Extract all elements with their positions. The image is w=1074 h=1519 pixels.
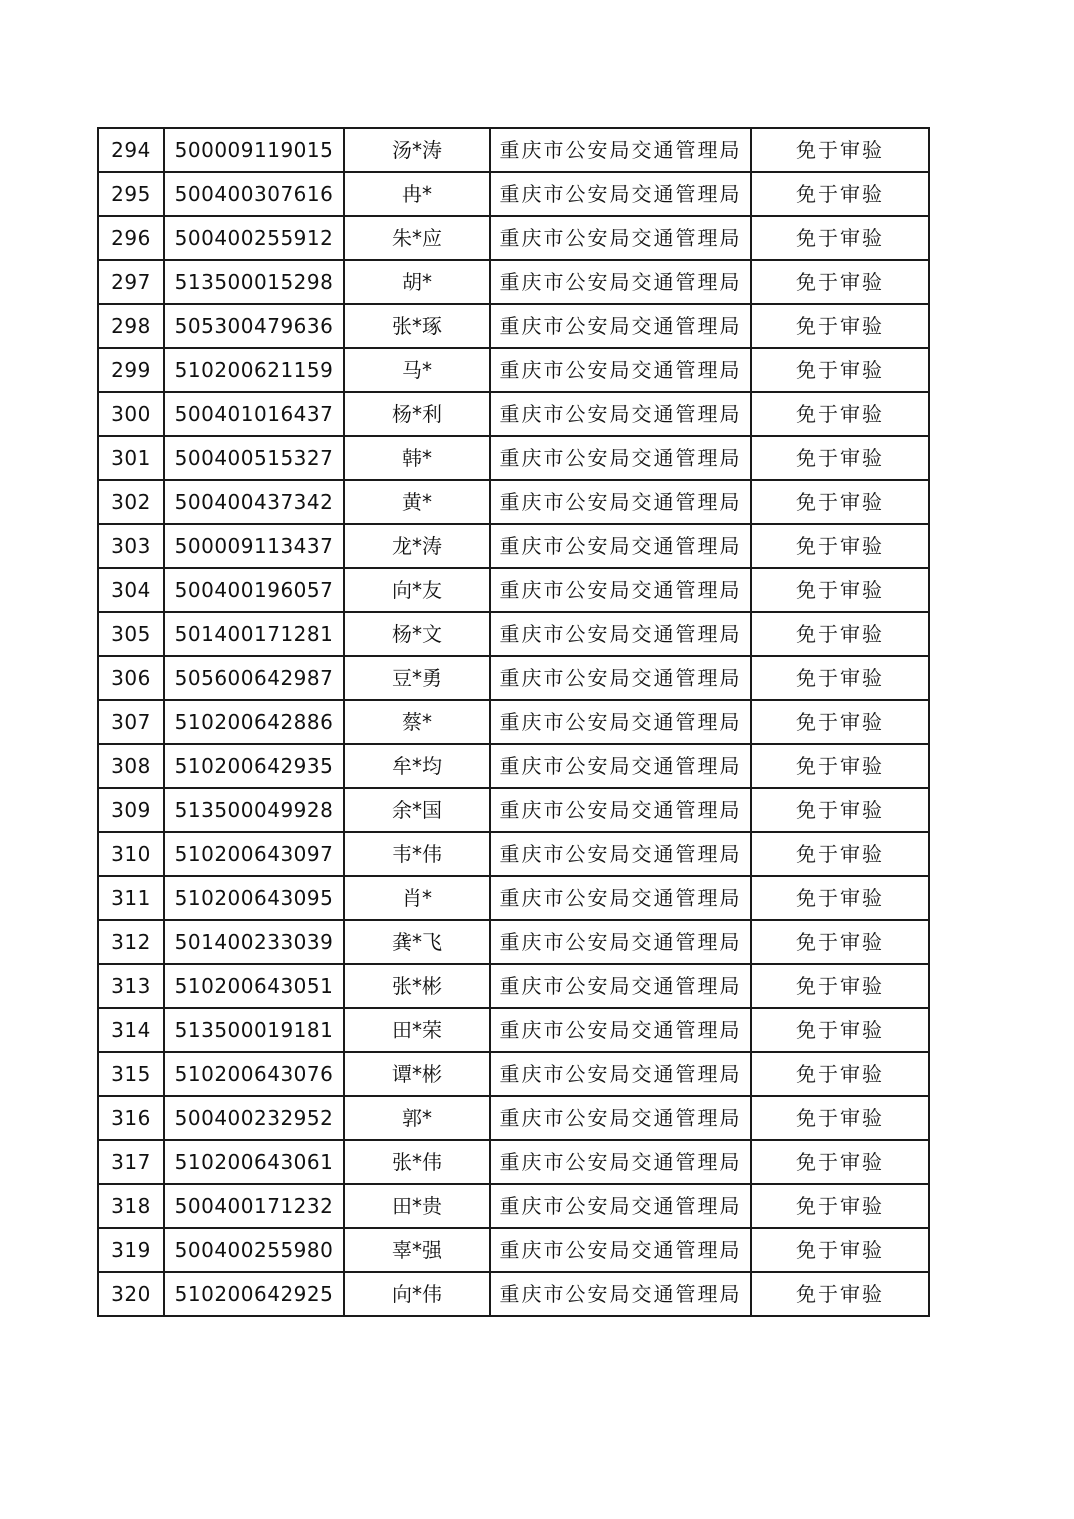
row-number-cell: 316 [98,1096,164,1140]
issuing-authority-cell: 重庆市公安局交通管理局 [490,524,751,568]
table-row [98,1272,929,1316]
review-status-cell: 免于审验 [751,568,929,612]
table-row [98,920,929,964]
review-status-cell: 免于审验 [751,964,929,1008]
issuing-authority-cell: 重庆市公安局交通管理局 [490,1184,751,1228]
issuing-authority-cell: 重庆市公安局交通管理局 [490,480,751,524]
table-row [98,876,929,920]
issuing-authority-cell: 重庆市公安局交通管理局 [490,1008,751,1052]
issuing-authority-cell: 重庆市公安局交通管理局 [490,1140,751,1184]
person-name-cell: 蔡* [344,700,490,744]
license-number-cell: 510200643095 [164,876,344,920]
person-name-cell: 张*彬 [344,964,490,1008]
license-number-cell: 500400255980 [164,1228,344,1272]
table-row [98,260,929,304]
issuing-authority-cell: 重庆市公安局交通管理局 [490,436,751,480]
review-status-cell: 免于审验 [751,480,929,524]
row-number-cell: 319 [98,1228,164,1272]
review-status-cell: 免于审验 [751,348,929,392]
license-number-cell: 513500049928 [164,788,344,832]
row-number-cell: 306 [98,656,164,700]
review-status-cell: 免于审验 [751,1096,929,1140]
license-number-cell: 500400171232 [164,1184,344,1228]
license-number-cell: 513500015298 [164,260,344,304]
issuing-authority-cell: 重庆市公安局交通管理局 [490,700,751,744]
license-number-cell: 510200621159 [164,348,344,392]
row-number-cell: 297 [98,260,164,304]
table-row [98,172,929,216]
review-status-cell: 免于审验 [751,612,929,656]
row-number-cell: 310 [98,832,164,876]
person-name-cell: 杨*利 [344,392,490,436]
person-name-cell: 胡* [344,260,490,304]
review-status-cell: 免于审验 [751,436,929,480]
person-name-cell: 韦*伟 [344,832,490,876]
license-number-cell: 510200643051 [164,964,344,1008]
person-name-cell: 郭* [344,1096,490,1140]
table-row [98,700,929,744]
issuing-authority-cell: 重庆市公安局交通管理局 [490,876,751,920]
person-name-cell: 牟*均 [344,744,490,788]
review-status-cell: 免于审验 [751,1228,929,1272]
issuing-authority-cell: 重庆市公安局交通管理局 [490,612,751,656]
license-number-cell: 500400196057 [164,568,344,612]
table-row [98,392,929,436]
table-row [98,480,929,524]
table-body [98,128,929,1316]
person-name-cell: 田*荣 [344,1008,490,1052]
row-number-cell: 313 [98,964,164,1008]
table-row [98,656,929,700]
license-number-cell: 500009119015 [164,128,344,172]
row-number-cell: 307 [98,700,164,744]
person-name-cell: 余*国 [344,788,490,832]
license-number-cell: 505600642987 [164,656,344,700]
row-number-cell: 300 [98,392,164,436]
person-name-cell: 汤*涛 [344,128,490,172]
table-row [98,1184,929,1228]
review-status-cell: 免于审验 [751,1008,929,1052]
person-name-cell: 龙*涛 [344,524,490,568]
table-row [98,304,929,348]
row-number-cell: 302 [98,480,164,524]
table-row [98,1228,929,1272]
person-name-cell: 豆*勇 [344,656,490,700]
issuing-authority-cell: 重庆市公安局交通管理局 [490,260,751,304]
exemption-table [97,127,930,1317]
person-name-cell: 黄* [344,480,490,524]
review-status-cell: 免于审验 [751,216,929,260]
row-number-cell: 303 [98,524,164,568]
person-name-cell: 向*伟 [344,1272,490,1316]
row-number-cell: 314 [98,1008,164,1052]
table-row [98,128,929,172]
person-name-cell: 田*贵 [344,1184,490,1228]
table-row [98,832,929,876]
review-status-cell: 免于审验 [751,1140,929,1184]
person-name-cell: 肖* [344,876,490,920]
issuing-authority-cell: 重庆市公安局交通管理局 [490,128,751,172]
table-row [98,964,929,1008]
review-status-cell: 免于审验 [751,304,929,348]
issuing-authority-cell: 重庆市公安局交通管理局 [490,568,751,612]
row-number-cell: 315 [98,1052,164,1096]
license-number-cell: 510200643076 [164,1052,344,1096]
issuing-authority-cell: 重庆市公安局交通管理局 [490,348,751,392]
row-number-cell: 298 [98,304,164,348]
row-number-cell: 295 [98,172,164,216]
review-status-cell: 免于审验 [751,744,929,788]
person-name-cell: 向*友 [344,568,490,612]
review-status-cell: 免于审验 [751,832,929,876]
row-number-cell: 301 [98,436,164,480]
row-number-cell: 294 [98,128,164,172]
license-number-cell: 510200642925 [164,1272,344,1316]
table-row [98,612,929,656]
person-name-cell: 谭*彬 [344,1052,490,1096]
review-status-cell: 免于审验 [751,656,929,700]
issuing-authority-cell: 重庆市公安局交通管理局 [490,788,751,832]
license-number-cell: 501400171281 [164,612,344,656]
issuing-authority-cell: 重庆市公安局交通管理局 [490,1228,751,1272]
license-number-cell: 510200642935 [164,744,344,788]
row-number-cell: 308 [98,744,164,788]
table-row [98,348,929,392]
license-number-cell: 500400255912 [164,216,344,260]
row-number-cell: 317 [98,1140,164,1184]
review-status-cell: 免于审验 [751,128,929,172]
table-row [98,788,929,832]
row-number-cell: 318 [98,1184,164,1228]
row-number-cell: 305 [98,612,164,656]
issuing-authority-cell: 重庆市公安局交通管理局 [490,172,751,216]
row-number-cell: 296 [98,216,164,260]
person-name-cell: 张*伟 [344,1140,490,1184]
license-number-cell: 500009113437 [164,524,344,568]
review-status-cell: 免于审验 [751,1052,929,1096]
table-row [98,1096,929,1140]
review-status-cell: 免于审验 [751,876,929,920]
issuing-authority-cell: 重庆市公安局交通管理局 [490,1052,751,1096]
row-number-cell: 309 [98,788,164,832]
person-name-cell: 朱*应 [344,216,490,260]
license-number-cell: 501400233039 [164,920,344,964]
license-number-cell: 500400232952 [164,1096,344,1140]
table-row [98,436,929,480]
person-name-cell: 龚*飞 [344,920,490,964]
issuing-authority-cell: 重庆市公安局交通管理局 [490,1096,751,1140]
row-number-cell: 304 [98,568,164,612]
issuing-authority-cell: 重庆市公安局交通管理局 [490,1272,751,1316]
review-status-cell: 免于审验 [751,920,929,964]
person-name-cell: 冉* [344,172,490,216]
review-status-cell: 免于审验 [751,392,929,436]
row-number-cell: 311 [98,876,164,920]
issuing-authority-cell: 重庆市公安局交通管理局 [490,216,751,260]
issuing-authority-cell: 重庆市公安局交通管理局 [490,964,751,1008]
license-number-cell: 505300479636 [164,304,344,348]
row-number-cell: 299 [98,348,164,392]
review-status-cell: 免于审验 [751,260,929,304]
issuing-authority-cell: 重庆市公安局交通管理局 [490,304,751,348]
review-status-cell: 免于审验 [751,1272,929,1316]
issuing-authority-cell: 重庆市公安局交通管理局 [490,744,751,788]
license-number-cell: 510200643097 [164,832,344,876]
table-row [98,1008,929,1052]
review-status-cell: 免于审验 [751,700,929,744]
issuing-authority-cell: 重庆市公安局交通管理局 [490,392,751,436]
person-name-cell: 马* [344,348,490,392]
row-number-cell: 312 [98,920,164,964]
table-row [98,568,929,612]
table-row [98,216,929,260]
person-name-cell: 韩* [344,436,490,480]
person-name-cell: 张*琢 [344,304,490,348]
license-number-cell: 513500019181 [164,1008,344,1052]
license-number-cell: 500400437342 [164,480,344,524]
table-row [98,524,929,568]
person-name-cell: 杨*文 [344,612,490,656]
license-number-cell: 510200643061 [164,1140,344,1184]
review-status-cell: 免于审验 [751,172,929,216]
issuing-authority-cell: 重庆市公安局交通管理局 [490,832,751,876]
review-status-cell: 免于审验 [751,524,929,568]
table-row [98,744,929,788]
table-row [98,1052,929,1096]
issuing-authority-cell: 重庆市公安局交通管理局 [490,920,751,964]
license-number-cell: 510200642886 [164,700,344,744]
license-number-cell: 500401016437 [164,392,344,436]
license-number-cell: 500400515327 [164,436,344,480]
review-status-cell: 免于审验 [751,1184,929,1228]
review-status-cell: 免于审验 [751,788,929,832]
license-number-cell: 500400307616 [164,172,344,216]
person-name-cell: 辜*强 [344,1228,490,1272]
row-number-cell: 320 [98,1272,164,1316]
table-row [98,1140,929,1184]
issuing-authority-cell: 重庆市公安局交通管理局 [490,656,751,700]
